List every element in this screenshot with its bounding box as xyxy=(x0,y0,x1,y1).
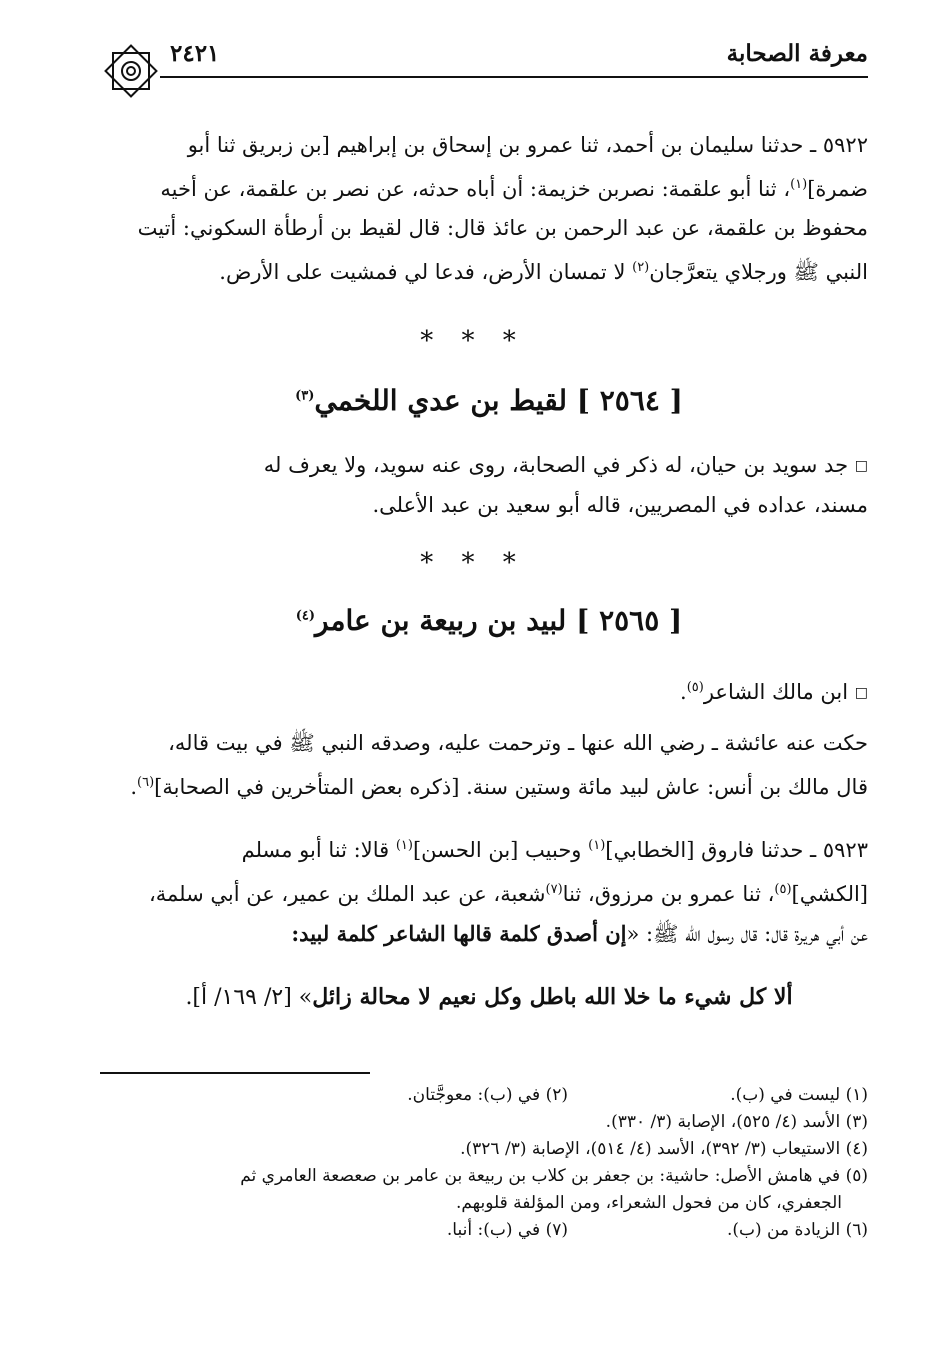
text-run: ، ثنا أبو علقمة: نصربن خزيمة: أن أباه حدثه، عن نصر بن علقمة، عن أخيه xyxy=(160,177,791,201)
footnote: (١) ليست في (ب). xyxy=(730,1085,868,1105)
hadith-line xyxy=(110,826,868,870)
footnote-ref: (٢) xyxy=(632,260,650,275)
footnote: (٢) في (ب): معوجَّتان. xyxy=(407,1085,568,1105)
text-run: ٥٩٢٣ ـ حدثنا فاروق [الخطابي] xyxy=(605,838,868,862)
text-run: . xyxy=(130,775,138,799)
hadith-line xyxy=(110,914,868,954)
footnote-rule xyxy=(100,1072,370,1074)
footnote-ref: (٥) xyxy=(686,680,704,695)
square-marker-icon: □ xyxy=(854,458,868,474)
footnote-ref: (٤) xyxy=(295,608,316,624)
entry-body-2565 xyxy=(110,724,868,807)
footnote-row xyxy=(100,1217,868,1244)
entry-name: لبيد بن ربيعة بن عامر xyxy=(315,604,567,637)
entry-line xyxy=(110,763,868,807)
running-title: معرفة الصحابة xyxy=(726,40,868,67)
section-separator: * * * xyxy=(420,326,526,356)
text-run: النبي ﷺ ورجلاي يتعرَّجان xyxy=(649,260,868,284)
text-run: قالا: ثنا أبو مسلم xyxy=(241,838,396,862)
footnote-continuation: الجعفري، كان من فحول الشعراء، ومن المؤلفة قلوبهم. xyxy=(455,1193,842,1213)
footnote-row xyxy=(100,1082,868,1109)
footnote: (٦) الزيادة من (ب). xyxy=(726,1220,868,1240)
hadith-line xyxy=(110,870,868,914)
text-run: ضمرة] xyxy=(807,177,868,201)
text-run: . xyxy=(680,680,687,704)
footnote-ref: (١) xyxy=(395,838,413,853)
poem-verse xyxy=(110,984,868,1010)
hadith-line: محفوظ بن علقمة، عن عبد الرحمن بن عائذ قال: قال لقيط بن أرطأة السكوني: أتيت xyxy=(137,216,868,240)
footnote-ref: (١) xyxy=(588,838,606,853)
entry-line xyxy=(110,446,868,486)
footnote-ref: (١) xyxy=(790,177,808,192)
hadith-5922 xyxy=(110,126,868,292)
entry-number: [ ٢٥٦٥ ] xyxy=(576,604,683,637)
footnote: (٧) في (ب): أنبا. xyxy=(446,1220,568,1240)
hadith-line: ٥٩٢٢ ـ حدثنا سليمان بن أحمد، ثنا عمرو بن إسحاق بن إبراهيم [بن زبريق ثنا أبو xyxy=(187,133,868,157)
footnote-ref: (٧) xyxy=(545,882,563,897)
prophetic-quote: إن أصدق كلمة قالها الشاعر كلمة لبيد: xyxy=(291,921,627,946)
footnote-ref: (٥) xyxy=(774,882,792,897)
section-separator: * * * xyxy=(420,548,526,578)
octagram-ornament-icon xyxy=(100,40,162,102)
entry-body-2564 xyxy=(110,446,868,525)
text-run: لا تمسان الأرض، فدعا لي فمشيت على الأرض. xyxy=(219,260,633,284)
text-run: عن أبي هريرة قال: قال رسول الله ﷺ: « xyxy=(626,922,868,946)
hadith-line xyxy=(110,165,868,209)
square-marker-icon: □ xyxy=(854,685,868,701)
text-run: شعبة، عن عبد الملك بن عمير، عن أبي سلمة، xyxy=(148,882,546,906)
entry-heading-2565 xyxy=(110,604,868,637)
entry-intro-2565 xyxy=(110,668,868,713)
footnote: (٣) الأسد (٤/ ٥٢٥)، الإصابة (٣/ ٣٣٠). xyxy=(605,1112,868,1132)
text-run: قال مالك بن أنس: عاش لبيد مائة وستين سنة. [ذكره بعض المتأخرين في الصحابة] xyxy=(154,775,868,799)
entry-line: مسند، عداده في المصريين، قاله أبو سعيد بن عبد الأعلى. xyxy=(372,493,868,517)
entry-name: لقيط بن عدي اللخمي xyxy=(314,384,567,417)
footnotes xyxy=(100,1082,868,1244)
entry-line xyxy=(110,668,868,713)
entry-heading-2564 xyxy=(110,384,868,417)
text-run: ، ثنا عمرو بن مرزوق، ثنا xyxy=(562,882,775,906)
footnote: (٤) الاستيعاب (٣/ ٣٩٢)، الأسد (٤/ ٥١٤)، الإصابة (٣/ ٣٢٦). xyxy=(460,1139,868,1159)
text-run: وحبيب [بن الحسن] xyxy=(412,838,589,862)
hadith-line xyxy=(110,248,868,292)
text-run: [الكشي] xyxy=(791,882,868,906)
footnote: (٥) في هامش الأصل: حاشية: بن جعفر بن كلاب بن ربيعة بن عامر بن صعصعة العامري ثم xyxy=(240,1166,868,1186)
entry-line: حكت عنه عائشة ـ رضي الله عنها ـ وترحمت عليه، وصدقه النبي ﷺ في بيت قاله، xyxy=(168,731,868,755)
footnote-ref: (٣) xyxy=(295,388,315,404)
text-run: ابن مالك الشاعر xyxy=(703,680,849,704)
page-number: ٢٤٢١ xyxy=(170,40,220,67)
entry-number: [ ٢٥٦٤ ] xyxy=(576,384,683,417)
header-rule xyxy=(160,76,868,78)
footnote-ref: (٦) xyxy=(137,775,155,790)
hadith-5923 xyxy=(110,826,868,954)
text-run: جد سويد بن حيان، له ذكر في الصحابة، روى عنه سويد، ولا يعرف له xyxy=(263,453,849,477)
verse-text: ألا كل شيء ما خلا الله باطل وكل نعيم لا محالة زائل xyxy=(312,984,793,1010)
verse-citation: » [٢/ ١٦٩/ أ]. xyxy=(185,985,313,1010)
